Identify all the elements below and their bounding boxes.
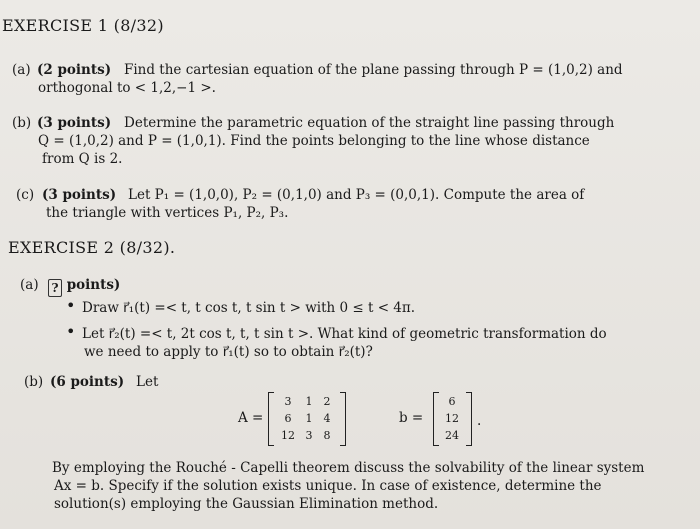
vector-b xyxy=(440,393,464,444)
ex1-b-line3: from Q is 2. xyxy=(42,151,123,167)
matrix-a-cell: 4 xyxy=(323,412,331,425)
ex2-a-bullet2-line1: Let r⃗₂(t) =< t, 2t cos t, t, t sin t >. What kind of geometric transformation do xyxy=(82,326,607,342)
matrix-a-right-bracket xyxy=(340,392,346,446)
matrix-a xyxy=(276,393,336,444)
vector-b-cell: 12 xyxy=(445,412,459,425)
ex1-a-line2: orthogonal to < 1,2,−1 >. xyxy=(38,80,216,96)
ex1-b-points: (3 points) xyxy=(37,115,112,131)
ex1-b-label: (b) xyxy=(12,115,32,131)
ex1-a-line1: Find the cartesian equation of the plane passing through P = (1,0,2) and xyxy=(124,62,623,78)
ex2-b-question-line1: By employing the Rouché - Capelli theorem discuss the solvability of the linear system xyxy=(52,460,645,476)
matrix-a-left-bracket xyxy=(268,392,274,446)
vector-b-label: b = xyxy=(399,410,424,426)
vector-b-period: . xyxy=(477,413,482,429)
ex2-a-bullet2-line2: we need to apply to r⃗₁(t) so to obtain r⃗₂(t)? xyxy=(84,344,373,360)
matrix-a-label: A = xyxy=(238,410,264,426)
ex1-a-points: (2 points) xyxy=(37,62,112,78)
ex1-a-label: (a) xyxy=(12,62,31,78)
bullet-dot-icon: • xyxy=(66,296,76,315)
ex2-a-bullet1: Draw r⃗₁(t) =< t, t cos t, t sin t > with 0 ≤ t < 4π. xyxy=(82,300,416,316)
ex1-c-points: (3 points) xyxy=(42,187,117,203)
ex2-b-question-line2: Ax = b. Specify if the solution exists unique. In case of existence, determine the xyxy=(54,478,602,494)
matrix-a-cell: 8 xyxy=(323,429,331,442)
vector-b-cell: 24 xyxy=(445,429,459,442)
matrix-a-cell: 3 xyxy=(305,429,313,442)
ex1-b-line2: Q = (1,0,2) and P = (1,0,1). Find the points belonging to the line whose distance xyxy=(38,133,590,149)
matrix-a-cell: 3 xyxy=(284,395,292,408)
matrix-a-cell: 1 xyxy=(305,412,313,425)
obscured-points-box: ? xyxy=(48,279,62,297)
ex2-b-question-line3: solution(s) employing the Gaussian Elimination method. xyxy=(54,496,439,512)
bullet-dot-icon: • xyxy=(66,322,76,341)
exercise-2-title: EXERCISE 2 (8/32). xyxy=(8,238,176,257)
vector-b-cell: 6 xyxy=(448,395,456,408)
exercise-1-title: EXERCISE 1 (8/32) xyxy=(2,16,164,35)
ex1-c-label: (c) xyxy=(16,187,35,203)
matrix-a-cell: 12 xyxy=(281,429,295,442)
ex2-b-label: (b) xyxy=(24,374,44,390)
matrix-a-cell: 2 xyxy=(323,395,331,408)
matrix-a-cell: 6 xyxy=(284,412,292,425)
ex1-c-line1: Let P₁ = (1,0,0), P₂ = (0,1,0) and P₃ = (0,0,1). Compute the area of xyxy=(128,187,585,203)
ex2-a-points xyxy=(48,277,120,297)
ex2-a-points-text: points) xyxy=(66,277,121,293)
matrix-a-cell: 1 xyxy=(305,395,313,408)
ex1-c-line2: the triangle with vertices P₁, P₂, P₃. xyxy=(46,205,289,221)
vector-b-left-bracket xyxy=(433,392,439,446)
ex2-a-label: (a) xyxy=(20,277,39,293)
ex2-b-let: Let xyxy=(136,374,159,390)
ex2-b-points: (6 points) xyxy=(50,374,125,390)
ex1-b-line1: Determine the parametric equation of the straight line passing through xyxy=(124,115,615,131)
vector-b-right-bracket xyxy=(466,392,472,446)
